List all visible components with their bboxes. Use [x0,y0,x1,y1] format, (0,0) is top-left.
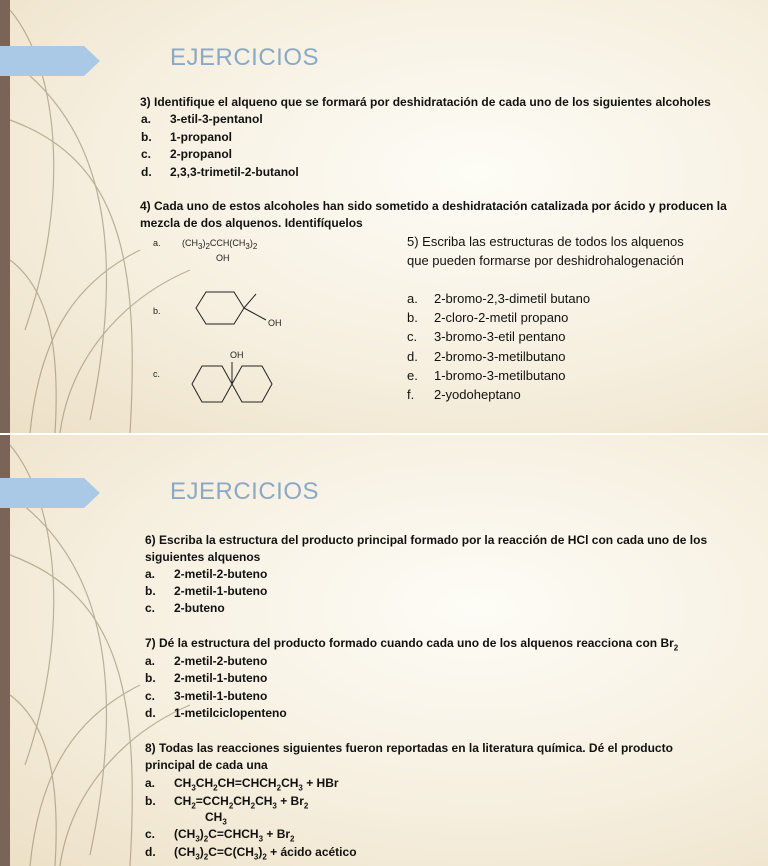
question-4-line-2: mezcla de dos alquenos. Identifíquelos [140,216,363,230]
list-item: c. 3-bromo-3-etil pentano [407,329,566,344]
question-7: 7) Dé la estructura del producto formado cuando cada uno de los alquenos reacciona con $Br_2$ [145,636,679,653]
question-8-line-2: principal de cada una [145,758,268,772]
structure-b-oh: OH [268,318,282,328]
list-item: a. 2-metil-2-buteno [145,654,268,668]
decalol-structure [188,360,284,412]
question-6-line-2: siguientes alquenos [145,550,261,564]
structure-a-formula: $(CH_3)_2CCH(CH_3)_2$ [182,238,258,251]
question-5-line-2: que pueden formarse por deshidrohalogenación [407,253,684,268]
slide-2 [0,435,768,866]
list-item: b. 2-metil-1-buteno [145,584,268,598]
list-item: b. 1-propanol [141,130,232,144]
list-item: e. 1-bromo-3-metilbutano [407,368,566,383]
reaction-b-branch: $CH_3$ [205,810,227,827]
structure-c-marker: c. [153,369,161,379]
reaction-c: c. $(CH_3)_2C=CHCH_3 + Br_2$ [145,827,295,844]
reaction-d: d. $(CH_3)_2C=C(CH_3)_2$ + ácido acético [145,845,357,862]
reaction-b-text: $CH_2=CCH_2CH_2CH_3 + Br_2$ [174,794,309,811]
list-item: d. 1-metilciclopenteno [145,706,287,720]
question-3: 3) Identifique el alqueno que se formará por deshidratación de cada uno de los siguientes alcoholes [140,95,711,109]
title-banner [0,478,100,508]
list-item: a. 3-etil-3-pentanol [141,112,263,126]
list-item: d. 2,3,3-trimetil-2-butanol [141,165,299,179]
cyclohexanol-structure [190,288,270,328]
list-item: b. 2-cloro-2-metil propano [407,310,569,325]
list-item: a. 2-metil-2-buteno [145,567,268,581]
structure-b-marker: b. [153,306,161,316]
reaction-a: a. $CH_3CH_2CH=CHCH_2CH_3$ + HBr [145,776,339,793]
reaction-b: b. $CH_2=CCH_2CH_2CH_3 + Br_2$ [145,794,309,811]
list-item: a. 2-bromo-2,3-dimetil butano [407,291,591,306]
list-item: c. 2-buteno [145,601,225,615]
structure-c-oh: OH [230,350,244,360]
list-item: b. 2-metil-1-buteno [145,671,268,685]
question-5-line-1: 5) Escriba las estructuras de todos los alquenos [407,234,684,249]
question-4-line-1: 4) Cada uno de estos alcoholes han sido sometido a deshidratación catalizada por ácido y producen la [140,199,727,213]
structure-a-marker: a. [153,238,161,248]
reaction-c-text: $(CH_3)_2C=CHCH_3 + Br_2$ [174,827,295,844]
list-item: d. 2-bromo-3-metilbutano [407,349,566,364]
question-6-line-1: 6) Escriba la estructura del producto principal formado por la reacción de HCl con cada uno de los [145,533,708,547]
reaction-d-text: $(CH_3)_2C=C(CH_3)_2$ + ácido acético [174,845,357,862]
structure-a-oh: OH [216,253,230,263]
question-8-line-1: 8) Todas las reacciones siguientes fueron reportadas en la literatura química. Dé el producto [145,741,673,755]
title-banner [0,46,100,76]
list-item: c. 2-propanol [141,147,232,161]
reaction-a-text: $CH_3CH_2CH=CHCH_2CH_3$ + HBr [174,776,339,793]
list-item: c. 3-metil-1-buteno [145,689,268,703]
slide-title: EJERCICIOS [170,44,320,71]
slide-title: EJERCICIOS [170,478,320,505]
list-item: f. 2-yodoheptano [407,387,521,402]
